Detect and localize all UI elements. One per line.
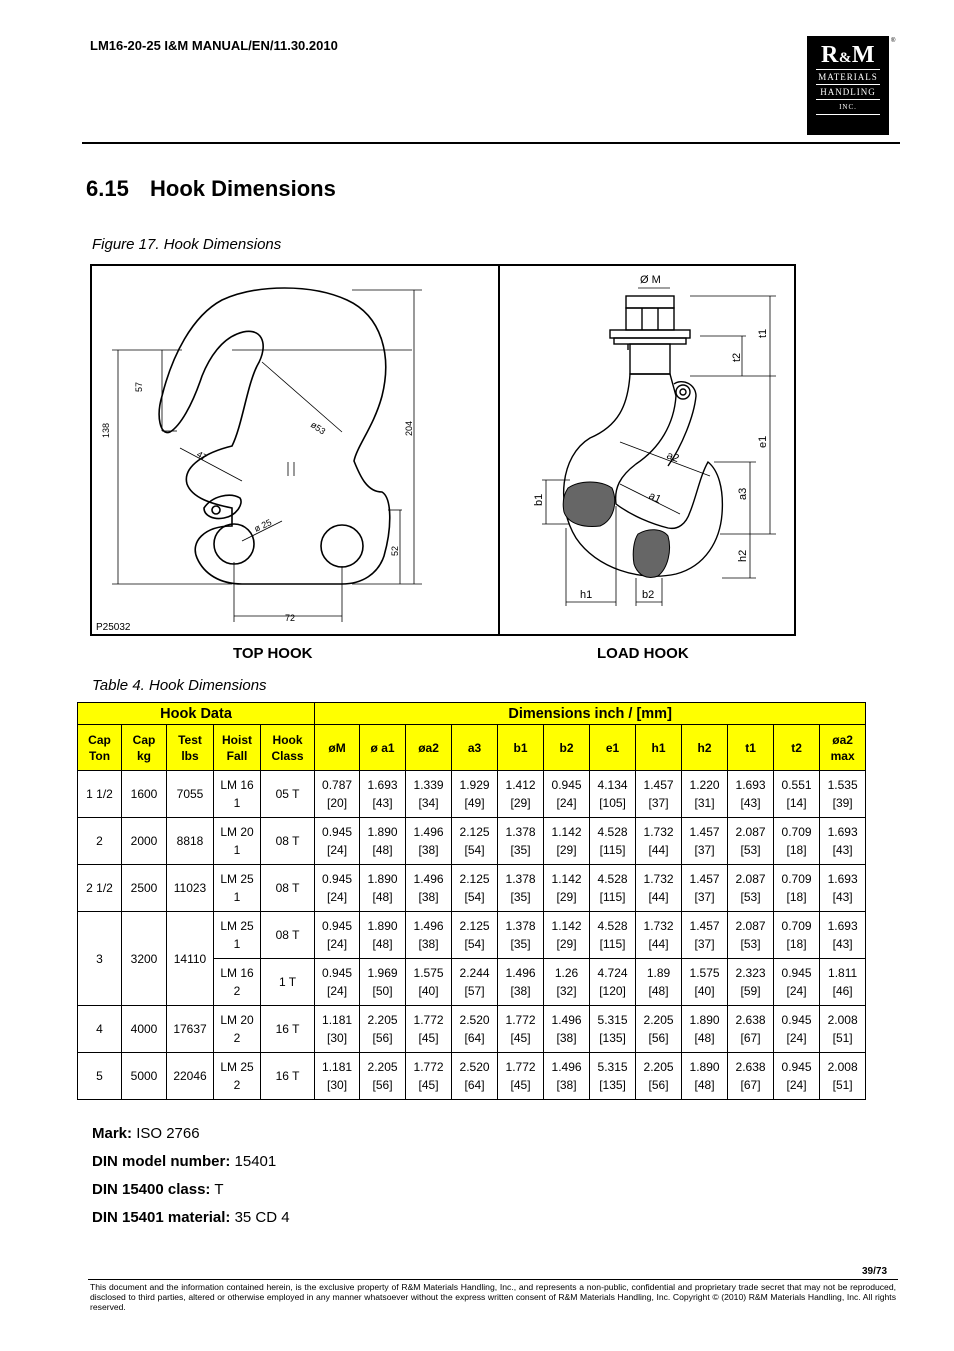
cell-dimension: 1.890 [48] bbox=[682, 1006, 728, 1053]
dim-h1: h1 bbox=[580, 589, 593, 601]
cell-dimension: 2.520 [64] bbox=[452, 1053, 498, 1100]
table-row bbox=[78, 1053, 866, 1100]
cell-hoist-fall: LM 16 1 bbox=[214, 771, 261, 818]
cell-dimension: 1.496 [38] bbox=[498, 959, 544, 1006]
sling-section-bottom bbox=[633, 530, 669, 578]
cell-dimension: 2.125 [54] bbox=[452, 865, 498, 912]
cell-dimension: 2.323 [59] bbox=[728, 959, 774, 1006]
cell-dimension: 1.575 [40] bbox=[682, 959, 728, 1006]
spec-label: DIN model number: bbox=[92, 1153, 231, 1170]
section-heading: Hook Dimensions bbox=[150, 176, 336, 201]
cell-dimension: 1.496 [38] bbox=[406, 912, 452, 959]
table-row bbox=[78, 818, 866, 865]
load-hook-drawing bbox=[500, 266, 796, 634]
cell-dimension: 4.134 [105] bbox=[590, 771, 636, 818]
hook-dimensions-table bbox=[77, 702, 866, 1100]
dimensions-header: Dimensions inch / [mm] bbox=[315, 703, 866, 725]
cell-dimension: 1.890 [48] bbox=[360, 865, 406, 912]
dim-72: 72 bbox=[285, 613, 296, 623]
cell-dimension: 1.575 [40] bbox=[406, 959, 452, 1006]
cell-dimension: 2.087 [53] bbox=[728, 865, 774, 912]
column-header-row bbox=[78, 725, 866, 771]
column-header: h2 bbox=[682, 725, 728, 771]
cell-dimension: 0.709 [18] bbox=[774, 818, 820, 865]
dim-b1: b1 bbox=[533, 493, 545, 506]
cell-dimension: 1.457 [37] bbox=[682, 865, 728, 912]
cell-dimension: 1.890 [48] bbox=[682, 1053, 728, 1100]
cell-dimension: 5.315 [135] bbox=[590, 1053, 636, 1100]
company-logo: R&M MATERIALS HANDLING INC. bbox=[807, 36, 889, 135]
spec-line bbox=[92, 1181, 224, 1198]
cell-ton: 5 bbox=[78, 1053, 122, 1100]
cell-dimension: 2.087 [53] bbox=[728, 818, 774, 865]
cell-hoist-fall: LM 20 2 bbox=[214, 1006, 261, 1053]
registered-mark: ® bbox=[891, 38, 896, 44]
dim-b2: b2 bbox=[642, 589, 655, 601]
table-row bbox=[78, 771, 866, 818]
cell-dimension: 5.315 [135] bbox=[590, 1006, 636, 1053]
cell-dimension: 1.142 [29] bbox=[544, 912, 590, 959]
cell-dimension: 0.945 [24] bbox=[774, 1006, 820, 1053]
cell-dimension: 0.945 [24] bbox=[774, 1053, 820, 1100]
cell-ton: 2 bbox=[78, 818, 122, 865]
cell-hook-class: 1 T bbox=[261, 959, 315, 1006]
top-hook-label: TOP HOOK bbox=[233, 645, 313, 662]
cell-lbs: 7055 bbox=[167, 771, 214, 818]
cell-kg: 5000 bbox=[122, 1053, 167, 1100]
hook-dimensions-figure bbox=[90, 264, 796, 636]
column-header: Test lbs bbox=[167, 725, 214, 771]
part-number: P25032 bbox=[96, 622, 131, 633]
cell-dimension: 1.890 [48] bbox=[360, 912, 406, 959]
header-rule bbox=[82, 142, 900, 144]
cell-dimension: 1.142 [29] bbox=[544, 818, 590, 865]
cell-dimension: 1.89 [48] bbox=[636, 959, 682, 1006]
cell-dimension: 2.008 [51] bbox=[820, 1053, 866, 1100]
column-header: a3 bbox=[452, 725, 498, 771]
cell-dimension: 1.929 [49] bbox=[452, 771, 498, 818]
cell-lbs: 11023 bbox=[167, 865, 214, 912]
cell-dimension: 0.945 [24] bbox=[315, 818, 360, 865]
column-header: ø a1 bbox=[360, 725, 406, 771]
cell-dimension: 1.378 [35] bbox=[498, 912, 544, 959]
cell-dimension: 0.945 [24] bbox=[774, 959, 820, 1006]
hook-data-header: Hook Data bbox=[78, 703, 315, 725]
cell-dimension: 1.378 [35] bbox=[498, 818, 544, 865]
cell-dimension: 1.220 [31] bbox=[682, 771, 728, 818]
cell-dimension: 1.693 [43] bbox=[820, 865, 866, 912]
cell-dimension: 1.26 [32] bbox=[544, 959, 590, 1006]
spec-line bbox=[92, 1209, 290, 1226]
cell-dimension: 2.008 [51] bbox=[820, 1006, 866, 1053]
cell-lbs: 8818 bbox=[167, 818, 214, 865]
cell-ton: 4 bbox=[78, 1006, 122, 1053]
dim-h2: h2 bbox=[737, 549, 749, 562]
dim-47: 47 bbox=[195, 449, 209, 463]
column-header: Cap Ton bbox=[78, 725, 122, 771]
dim-25: ø 25 bbox=[252, 517, 274, 534]
spec-value: 15401 bbox=[234, 1153, 277, 1170]
cell-ton: 3 bbox=[78, 912, 122, 1006]
dim-52: 52 bbox=[390, 545, 400, 556]
sling-section-left bbox=[563, 482, 614, 526]
cell-kg: 3200 bbox=[122, 912, 167, 1006]
cell-dimension: 1.693 [43] bbox=[728, 771, 774, 818]
dim-om: Ø M bbox=[640, 274, 661, 286]
column-header: Cap kg bbox=[122, 725, 167, 771]
cell-dimension: 1.496 [38] bbox=[406, 818, 452, 865]
cell-lbs: 22046 bbox=[167, 1053, 214, 1100]
cell-lbs: 17637 bbox=[167, 1006, 214, 1053]
dim-138: 138 bbox=[101, 422, 111, 438]
cell-dimension: 1.772 [45] bbox=[406, 1053, 452, 1100]
table-row bbox=[78, 912, 866, 959]
column-header: Hoist Fall bbox=[214, 725, 261, 771]
column-header: b2 bbox=[544, 725, 590, 771]
confidentiality-notice: This document and the information contained herein, is the exclusive property of R&M Materials Handling, Inc., and represents a non-public, confidential and proprietary trade secret that may not be reproduced, disclosed to third parties, altered or otherwise employed in any manner whatsoever without the express written consent of R&M Materials Handling, Inc. Copyright © (2010) R&M Materials Handling, Inc. All rights reserved. bbox=[90, 1282, 896, 1312]
cell-hoist-fall: LM 20 1 bbox=[214, 818, 261, 865]
cell-dimension: 4.528 [115] bbox=[590, 818, 636, 865]
cell-lbs: 14110 bbox=[167, 912, 214, 1006]
dim-a2: a2 bbox=[664, 449, 681, 466]
cell-dimension: 0.787 [20] bbox=[315, 771, 360, 818]
cell-dimension: 1.693 [43] bbox=[820, 912, 866, 959]
spec-value: ISO 2766 bbox=[136, 1125, 200, 1142]
cell-hoist-fall: LM 16 2 bbox=[214, 959, 261, 1006]
figure-caption: Figure 17. Hook Dimensions bbox=[92, 236, 282, 253]
dim-a3: a3 bbox=[737, 487, 749, 500]
cell-dimension: 4.528 [115] bbox=[590, 865, 636, 912]
cell-dimension: 0.945 [24] bbox=[315, 865, 360, 912]
spec-label: Mark: bbox=[92, 1125, 133, 1142]
cell-dimension: 1.496 [38] bbox=[406, 865, 452, 912]
cell-dimension: 1.142 [29] bbox=[544, 865, 590, 912]
cell-ton: 1 1/2 bbox=[78, 771, 122, 818]
cell-hoist-fall: LM 25 1 bbox=[214, 912, 261, 959]
cell-dimension: 0.551 [14] bbox=[774, 771, 820, 818]
cell-dimension: 2.087 [53] bbox=[728, 912, 774, 959]
column-header: t2 bbox=[774, 725, 820, 771]
cell-dimension: 2.205 [56] bbox=[360, 1006, 406, 1053]
cell-dimension: 2.520 [64] bbox=[452, 1006, 498, 1053]
spec-line bbox=[92, 1153, 276, 1170]
cell-dimension: 4.724 [120] bbox=[590, 959, 636, 1006]
cell-dimension: 2.638 [67] bbox=[728, 1006, 774, 1053]
cell-dimension: 2.205 [56] bbox=[636, 1053, 682, 1100]
cell-dimension: 0.945 [24] bbox=[544, 771, 590, 818]
dim-53: ø53 bbox=[308, 419, 328, 437]
cell-dimension: 1.457 [37] bbox=[682, 912, 728, 959]
section-number: 6.15 bbox=[86, 176, 129, 201]
document-id: LM16-20-25 I&M MANUAL/EN/11.30.2010 bbox=[90, 38, 338, 53]
column-header: e1 bbox=[590, 725, 636, 771]
load-hook-label: LOAD HOOK bbox=[597, 645, 689, 662]
cell-hook-class: 08 T bbox=[261, 912, 315, 959]
column-header: t1 bbox=[728, 725, 774, 771]
cell-dimension: 2.125 [54] bbox=[452, 818, 498, 865]
cell-dimension: 1.890 [48] bbox=[360, 818, 406, 865]
column-header: Hook Class bbox=[261, 725, 315, 771]
cell-dimension: 1.535 [39] bbox=[820, 771, 866, 818]
column-header: h1 bbox=[636, 725, 682, 771]
column-header: øa2 max bbox=[820, 725, 866, 771]
cell-dimension: 1.693 [43] bbox=[360, 771, 406, 818]
cell-dimension: 1.772 [45] bbox=[498, 1006, 544, 1053]
cell-dimension: 1.181 [30] bbox=[315, 1053, 360, 1100]
cell-dimension: 1.772 [45] bbox=[498, 1053, 544, 1100]
cell-dimension: 1.772 [45] bbox=[406, 1006, 452, 1053]
cell-dimension: 4.528 [115] bbox=[590, 912, 636, 959]
cell-dimension: 0.709 [18] bbox=[774, 865, 820, 912]
dim-a1: a1 bbox=[646, 489, 663, 506]
dim-e1: e1 bbox=[757, 435, 769, 448]
spec-label: DIN 15400 class: bbox=[92, 1181, 211, 1198]
cell-dimension: 2.205 [56] bbox=[360, 1053, 406, 1100]
spec-value: T bbox=[214, 1181, 224, 1198]
cell-dimension: 1.693 [43] bbox=[820, 818, 866, 865]
dim-t1: t1 bbox=[757, 328, 769, 338]
cell-hook-class: 05 T bbox=[261, 771, 315, 818]
column-header: øM bbox=[315, 725, 360, 771]
cell-dimension: 1.378 [35] bbox=[498, 865, 544, 912]
cell-dimension: 1.732 [44] bbox=[636, 865, 682, 912]
dim-t2: t2 bbox=[731, 352, 743, 362]
column-header: øa2 bbox=[406, 725, 452, 771]
cell-kg: 1600 bbox=[122, 771, 167, 818]
table-row bbox=[78, 1006, 866, 1053]
cell-dimension: 1.457 [37] bbox=[636, 771, 682, 818]
cell-kg: 4000 bbox=[122, 1006, 167, 1053]
top-hook-outline bbox=[159, 288, 390, 584]
cell-dimension: 2.205 [56] bbox=[636, 1006, 682, 1053]
cell-dimension: 0.945 [24] bbox=[315, 912, 360, 959]
dim-57: 57 bbox=[134, 381, 144, 392]
top-hook-drawing bbox=[92, 266, 496, 634]
spec-value: 35 CD 4 bbox=[234, 1209, 290, 1226]
table-caption: Table 4. Hook Dimensions bbox=[92, 677, 267, 694]
cell-hook-class: 16 T bbox=[261, 1053, 315, 1100]
cell-dimension: 0.945 [24] bbox=[315, 959, 360, 1006]
cell-hook-class: 08 T bbox=[261, 865, 315, 912]
cell-hoist-fall: LM 25 2 bbox=[214, 1053, 261, 1100]
page-number: 39/73 bbox=[862, 1266, 888, 1277]
cell-dimension: 1.339 [34] bbox=[406, 771, 452, 818]
table-row bbox=[78, 865, 866, 912]
spec-line bbox=[92, 1125, 200, 1142]
cell-hook-class: 16 T bbox=[261, 1006, 315, 1053]
cell-dimension: 1.457 [37] bbox=[682, 818, 728, 865]
cell-dimension: 2.638 [67] bbox=[728, 1053, 774, 1100]
cell-dimension: 1.496 [38] bbox=[544, 1006, 590, 1053]
cell-kg: 2000 bbox=[122, 818, 167, 865]
cell-dimension: 2.125 [54] bbox=[452, 912, 498, 959]
cell-dimension: 1.732 [44] bbox=[636, 818, 682, 865]
cell-dimension: 1.181 [30] bbox=[315, 1006, 360, 1053]
cell-dimension: 2.244 [57] bbox=[452, 959, 498, 1006]
cell-dimension: 1.811 [46] bbox=[820, 959, 866, 1006]
dim-204: 204 bbox=[404, 420, 414, 436]
cell-dimension: 1.496 [38] bbox=[544, 1053, 590, 1100]
spec-label: DIN 15401 material: bbox=[92, 1209, 231, 1226]
cell-dimension: 0.709 [18] bbox=[774, 912, 820, 959]
column-header: b1 bbox=[498, 725, 544, 771]
cell-ton: 2 1/2 bbox=[78, 865, 122, 912]
cell-dimension: 1.732 [44] bbox=[636, 912, 682, 959]
cell-hoist-fall: LM 25 1 bbox=[214, 865, 261, 912]
section-title bbox=[86, 176, 336, 202]
cell-dimension: 1.969 [50] bbox=[360, 959, 406, 1006]
cell-kg: 2500 bbox=[122, 865, 167, 912]
footer-rule bbox=[88, 1279, 898, 1280]
cell-hook-class: 08 T bbox=[261, 818, 315, 865]
cell-dimension: 1.412 [29] bbox=[498, 771, 544, 818]
